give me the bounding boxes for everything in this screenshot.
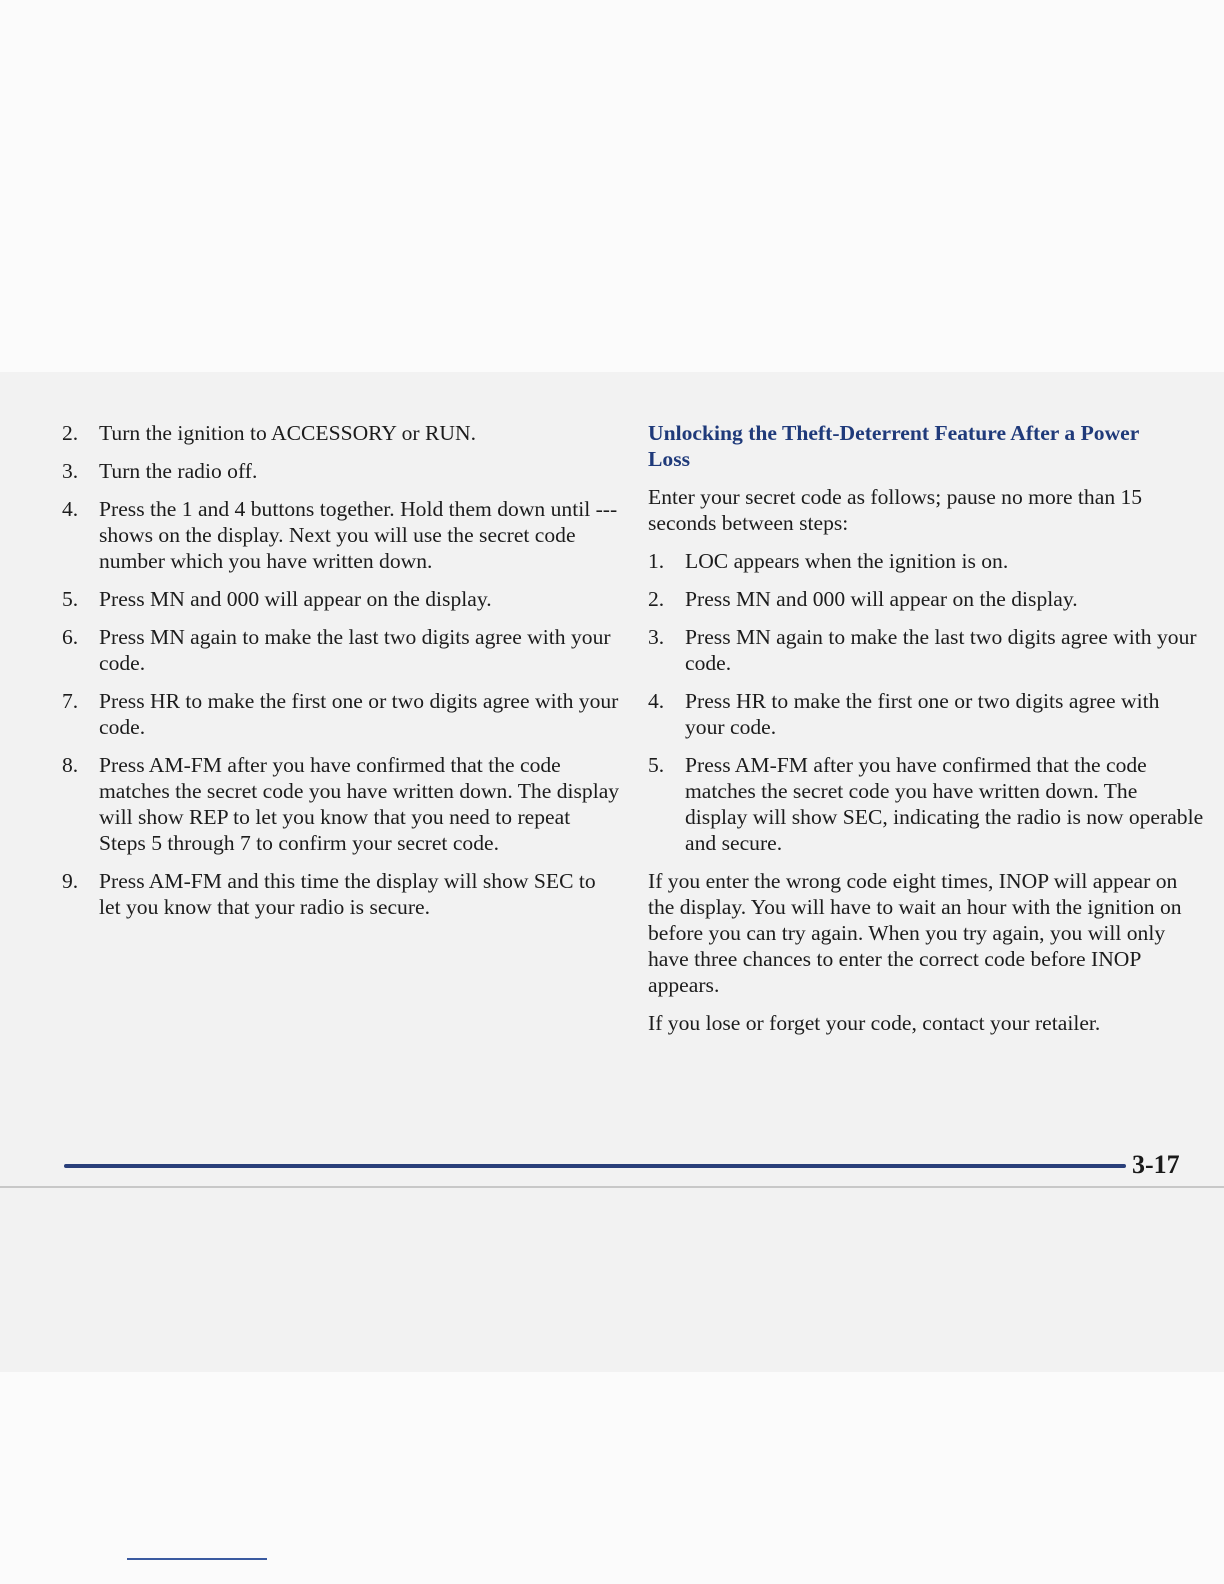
step-number: 2. (648, 587, 665, 611)
step-text: Press MN and 000 will appear on the display. (685, 587, 1078, 611)
step-text: Press AM-FM after you have confirmed that the code matches the secret code you have written down. The display will show SEC, indicating the radio is now operable and secure. (685, 753, 1204, 855)
step-text: Press HR to make the first one or two digits agree with your code. (685, 689, 1160, 739)
list-item (648, 752, 1204, 856)
step-text: Press MN and 000 will appear on the display. (99, 587, 492, 611)
left-column (62, 420, 622, 932)
step-text: LOC appears when the ignition is on. (685, 549, 1009, 573)
step-text: Turn the radio off. (99, 459, 258, 483)
step-number: 2. (62, 421, 79, 445)
list-item (62, 586, 622, 612)
right-steps-list (648, 548, 1204, 856)
section-heading: Unlocking the Theft-Deterrent Feature After a Power Loss (648, 421, 1139, 471)
step-text: Press HR to make the first one or two digits agree with your code. (99, 689, 619, 739)
intro-paragraph: Enter your secret code as follows; pause no more than 15 seconds between steps: (648, 485, 1143, 535)
right-column (648, 420, 1204, 1048)
inop-paragraph: If you enter the wrong code eight times, INOP will appear on the display. You will have to wait an hour with the ignition on before you can try again. When you try again, you will only have three chances to enter the correct code before INOP appears. (648, 869, 1182, 997)
step-number: 9. (62, 869, 79, 893)
lost-code-paragraph: If you lose or forget your code, contact your retailer. (648, 1011, 1101, 1035)
footer-rule (64, 1164, 1126, 1168)
list-item (62, 752, 622, 856)
list-item (62, 496, 622, 574)
step-number: 4. (62, 497, 79, 521)
step-number: 7. (62, 689, 79, 713)
step-number: 8. (62, 753, 79, 777)
step-text: Press MN again to make the last two digits agree with your code. (685, 625, 1197, 675)
step-text: Press AM-FM and this time the display will show SEC to let you know that your radio is secure. (99, 869, 596, 919)
list-item (62, 458, 622, 484)
list-item (648, 548, 1204, 574)
step-text: Press the 1 and 4 buttons together. Hold them down until --- shows on the display. Next you will use the secret code number which you have written down. (99, 497, 618, 573)
list-item (648, 688, 1204, 740)
page-number: 3-17 (1132, 1150, 1180, 1179)
step-number: 4. (648, 689, 665, 713)
step-text: Press AM-FM after you have confirmed that the code matches the secret code you have written down. The display will show REP to let you know that you need to repeat Steps 5 through 7 to confirm your secret code. (99, 753, 620, 855)
list-item (62, 624, 622, 676)
step-number: 5. (648, 753, 665, 777)
list-item (62, 868, 622, 920)
step-number: 5. (62, 587, 79, 611)
list-item (648, 624, 1204, 676)
step-text: Press MN again to make the last two digits agree with your code. (99, 625, 611, 675)
page-divider (0, 1186, 1224, 1188)
left-steps-list (62, 420, 622, 920)
step-number: 3. (648, 625, 665, 649)
step-number: 3. (62, 459, 79, 483)
list-item (648, 586, 1204, 612)
list-item (62, 688, 622, 740)
list-item (62, 420, 622, 446)
step-number: 1. (648, 549, 665, 573)
footer-accent-line (127, 1558, 267, 1560)
step-text: Turn the ignition to ACCESSORY or RUN. (99, 421, 476, 445)
step-number: 6. (62, 625, 79, 649)
